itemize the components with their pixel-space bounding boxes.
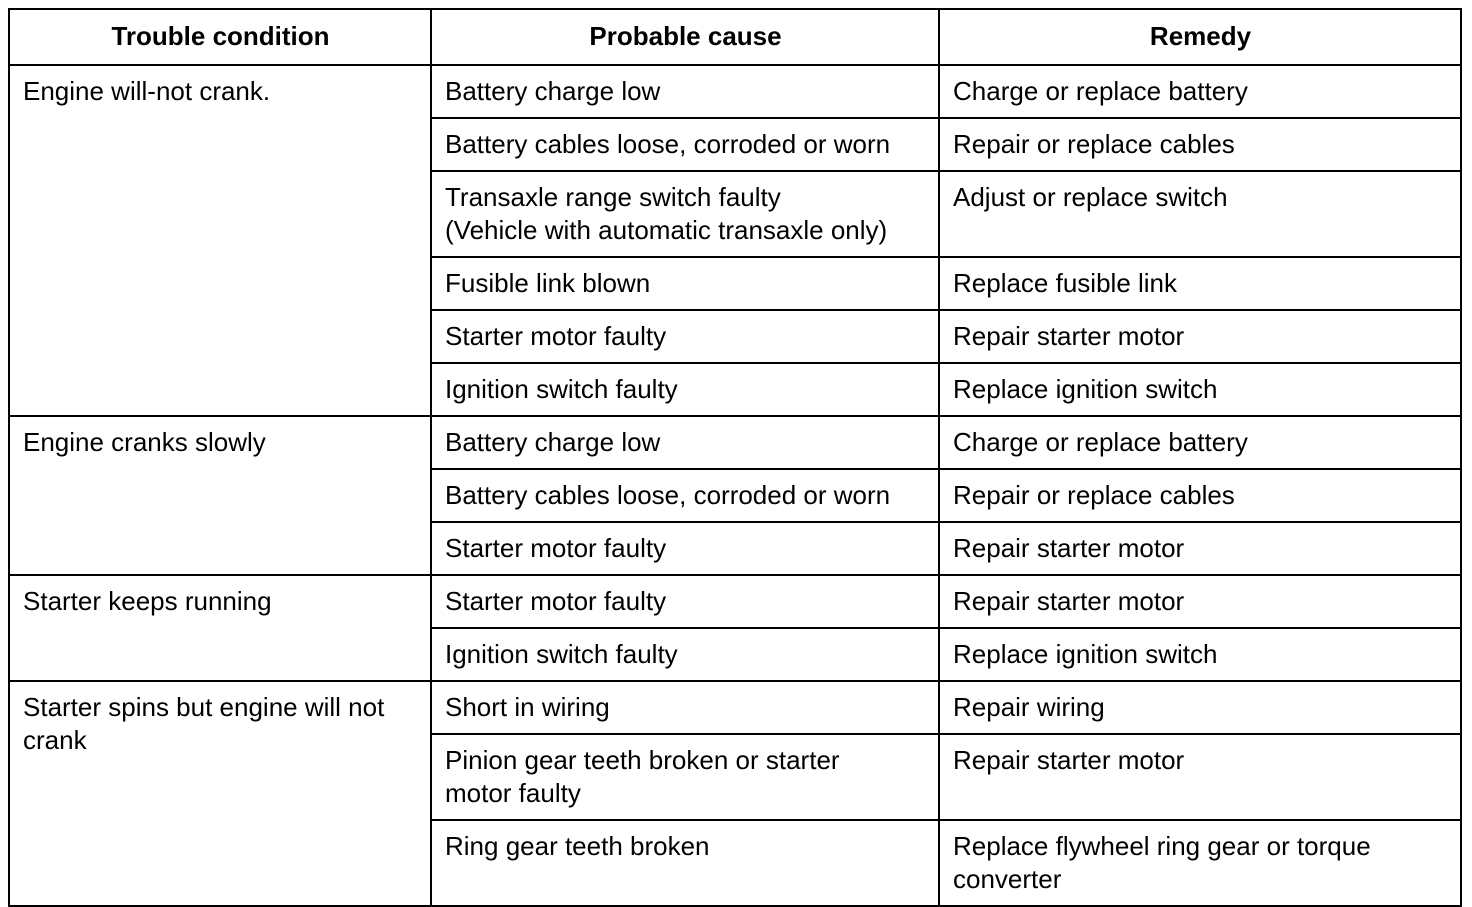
remedy-cell: Repair or replace cables	[939, 118, 1461, 171]
remedy-cell: Charge or replace battery	[939, 65, 1461, 118]
probable-cause-cell: Ignition switch faulty	[431, 363, 939, 416]
remedy-cell: Replace flywheel ring gear or torque converter	[939, 820, 1461, 906]
probable-cause-cell: Fusible link blown	[431, 257, 939, 310]
probable-cause-cell: Short in wiring	[431, 681, 939, 734]
header-trouble-condition: Trouble condition	[9, 9, 431, 65]
probable-cause-cell: Battery charge low	[431, 65, 939, 118]
header-row	[9, 9, 1461, 65]
header-probable-cause: Probable cause	[431, 9, 939, 65]
probable-cause-cell: Pinion gear teeth broken or starter motor faulty	[431, 734, 939, 820]
remedy-cell: Repair starter motor	[939, 310, 1461, 363]
table-row	[9, 575, 1461, 628]
trouble-condition-cell: Engine cranks slowly	[9, 416, 431, 575]
trouble-condition-cell: Starter keeps running	[9, 575, 431, 681]
probable-cause-cell: Starter motor faulty	[431, 575, 939, 628]
remedy-cell: Adjust or replace switch	[939, 171, 1461, 257]
remedy-cell: Repair starter motor	[939, 575, 1461, 628]
remedy-cell: Repair wiring	[939, 681, 1461, 734]
remedy-cell: Replace ignition switch	[939, 628, 1461, 681]
table-row	[9, 416, 1461, 469]
table-row	[9, 681, 1461, 734]
remedy-cell: Replace fusible link	[939, 257, 1461, 310]
header-remedy: Remedy	[939, 9, 1461, 65]
trouble-condition-cell: Starter spins but engine will not crank	[9, 681, 431, 906]
probable-cause-cell: Ignition switch faulty	[431, 628, 939, 681]
remedy-cell: Repair or replace cables	[939, 469, 1461, 522]
probable-cause-cell: Battery cables loose, corroded or worn	[431, 118, 939, 171]
probable-cause-cell: Battery charge low	[431, 416, 939, 469]
remedy-cell: Charge or replace battery	[939, 416, 1461, 469]
troubleshooting-table	[8, 8, 1462, 907]
remedy-cell: Repair starter motor	[939, 734, 1461, 820]
table-row	[9, 65, 1461, 118]
probable-cause-cell: Ring gear teeth broken	[431, 820, 939, 906]
probable-cause-cell: Battery cables loose, corroded or worn	[431, 469, 939, 522]
remedy-cell: Repair starter motor	[939, 522, 1461, 575]
probable-cause-cell: Starter motor faulty	[431, 522, 939, 575]
probable-cause-cell: Starter motor faulty	[431, 310, 939, 363]
remedy-cell: Replace ignition switch	[939, 363, 1461, 416]
probable-cause-cell: Transaxle range switch faulty (Vehicle with automatic transaxle only)	[431, 171, 939, 257]
trouble-condition-cell: Engine will-not crank.	[9, 65, 431, 416]
